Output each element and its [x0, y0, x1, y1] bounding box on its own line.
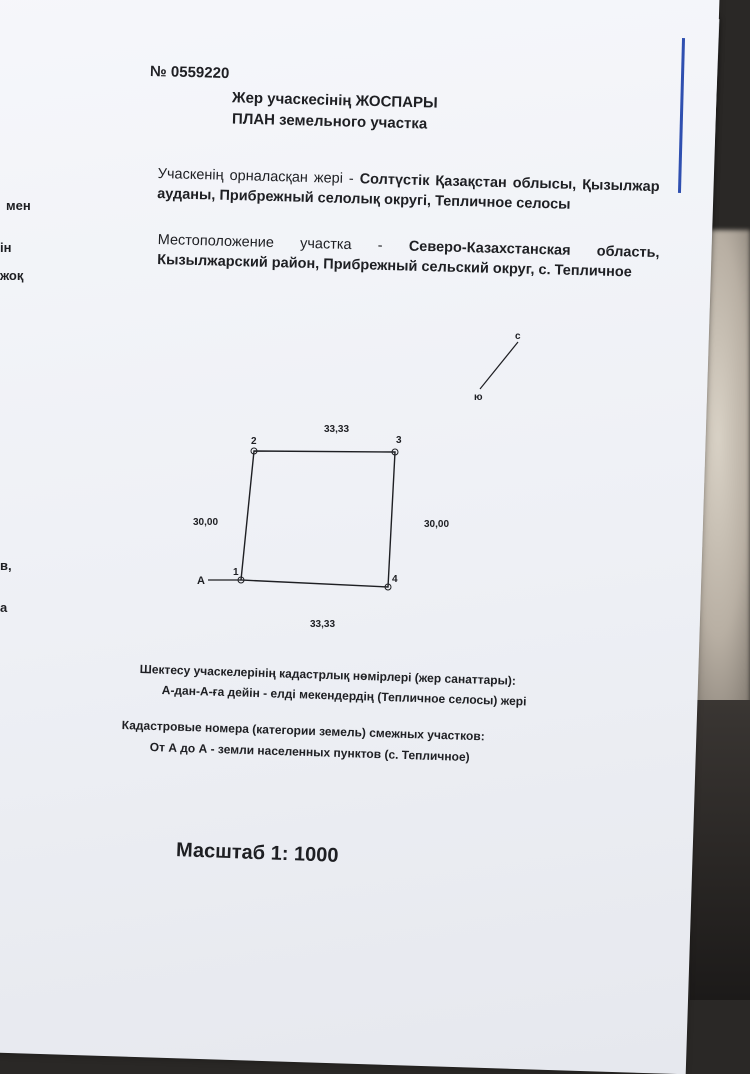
point-2-label: 2 — [251, 436, 257, 447]
location-ru-value: Северо-Казахстанская область, Кызылжарский район, Прибрежный сельский округ, с. Тепличное — [157, 238, 660, 281]
adjacent-ru-header: Кадастровые номера (категории земель) смежных участков: — [121, 718, 485, 744]
compass-south-label: ю — [474, 392, 483, 403]
start-label: А — [197, 575, 205, 587]
scale: Масштаб 1: 1000 — [175, 839, 339, 867]
point-4-label: 4 — [392, 574, 398, 585]
side-right-length: 30,00 — [424, 519, 450, 530]
point-3-label: 3 — [396, 435, 402, 446]
compass-line — [480, 342, 518, 389]
compass-north-label: с — [515, 331, 521, 342]
adjacent-ru-value: От А до А - земли населенных пунктов (с. Тепличное) — [149, 740, 470, 765]
title-ru: ПЛАН земельного участка — [231, 110, 428, 133]
side-top-length: 33,33 — [324, 424, 350, 435]
adjacent-kz-header: Шектесу учаскелерінің кадастрлық нөмірлері (жер санаттары): — [139, 662, 517, 688]
left-fragment: в, — [0, 558, 12, 573]
side-bottom-length: 33,33 — [310, 619, 336, 630]
document-number: № 0559220 — [149, 62, 230, 83]
left-fragment: жоқ — [0, 268, 24, 283]
location-ru-label: Местоположение участка - — [157, 231, 383, 254]
title-kz: Жер учаскесінің ЖОСПАРЫ — [231, 89, 438, 112]
side-left-length: 30,00 — [193, 517, 219, 528]
left-fragment: ін — [0, 240, 12, 255]
location-kz-value: Солтүстік Қазақстан облысы, Қызылжар ауданы, Прибрежный селолық округі, Тепличное селосы — [157, 171, 660, 213]
adjacent-kz-value: А-дан-А-ға дейін - елді мекендердің (Тепличное селосы) жері — [161, 683, 527, 709]
left-fragment: а — [0, 600, 8, 615]
left-fragment: мен — [6, 198, 31, 213]
point-1-label: 1 — [233, 567, 239, 578]
location-kz-label: Учаскенің орналасқан жері - — [157, 165, 354, 188]
parcel-boundary — [241, 451, 395, 587]
